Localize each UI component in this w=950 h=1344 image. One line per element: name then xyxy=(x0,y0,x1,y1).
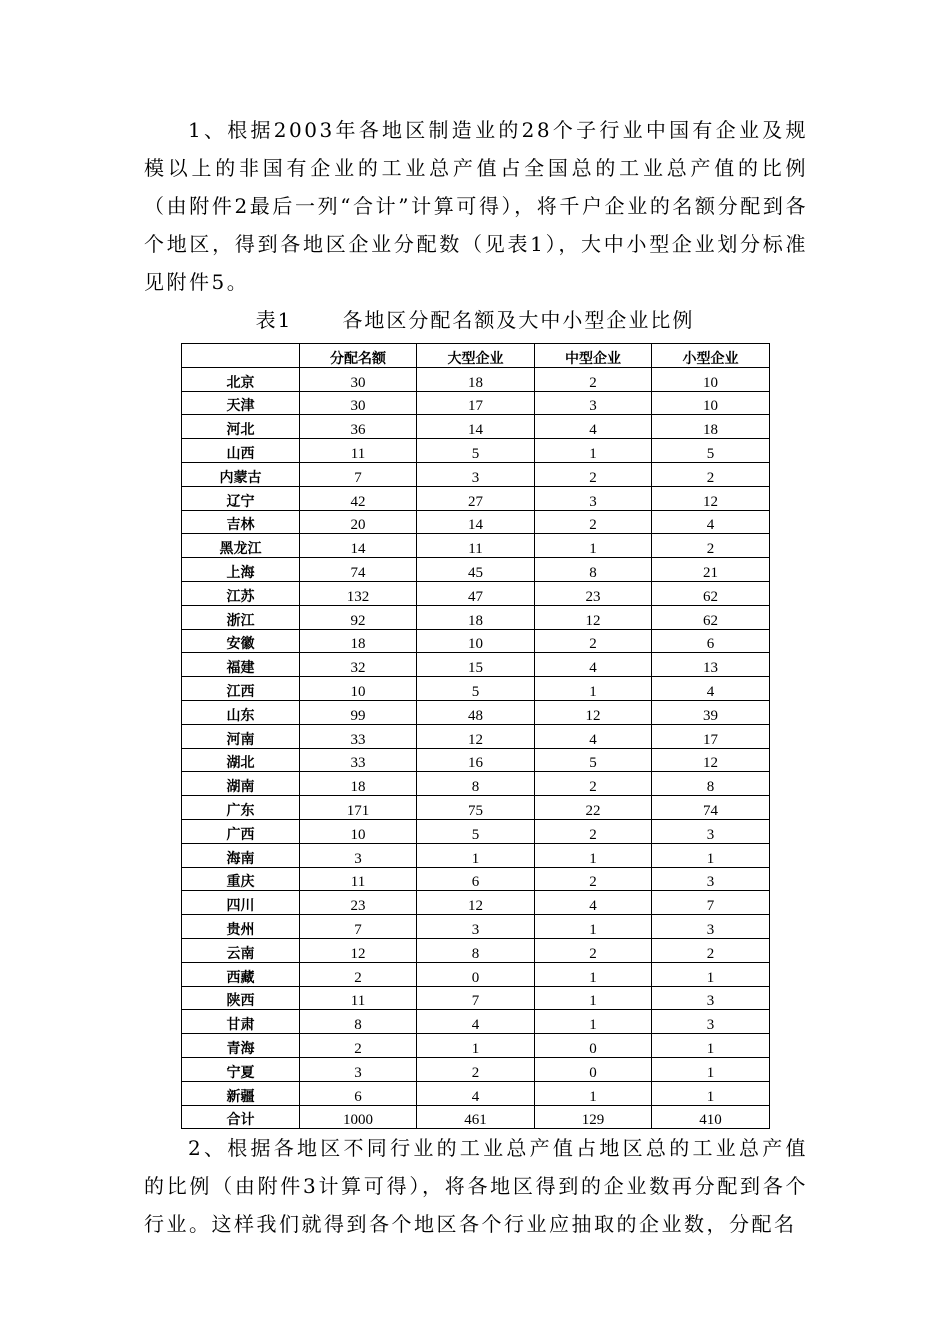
table-row xyxy=(182,962,770,986)
quota-cell: 2 xyxy=(300,1034,417,1058)
medium-cell: 2 xyxy=(535,367,652,391)
table-row xyxy=(182,1010,770,1034)
small-cell: 17 xyxy=(652,724,770,748)
medium-cell: 2 xyxy=(535,510,652,534)
table-row xyxy=(182,915,770,939)
large-cell: 18 xyxy=(417,367,535,391)
region-cell: 陕西 xyxy=(182,986,300,1010)
table-row xyxy=(182,534,770,558)
table-row xyxy=(182,748,770,772)
large-cell: 8 xyxy=(417,772,535,796)
table-caption-label: 表1 xyxy=(255,308,293,332)
table-row xyxy=(182,653,770,677)
region-cell: 海南 xyxy=(182,843,300,867)
medium-cell: 1 xyxy=(535,915,652,939)
table-caption xyxy=(0,304,950,333)
quota-cell: 12 xyxy=(300,938,417,962)
table-row xyxy=(182,510,770,534)
medium-cell: 1 xyxy=(535,1081,652,1105)
quota-cell: 171 xyxy=(300,796,417,820)
large-cell: 12 xyxy=(417,724,535,748)
small-cell: 1 xyxy=(652,1057,770,1081)
quota-cell: 10 xyxy=(300,819,417,843)
region-cell: 河南 xyxy=(182,724,300,748)
table-row xyxy=(182,772,770,796)
region-cell: 新疆 xyxy=(182,1081,300,1105)
small-cell: 2 xyxy=(652,534,770,558)
quota-cell: 33 xyxy=(300,748,417,772)
table-row xyxy=(182,819,770,843)
quota-cell: 6 xyxy=(300,1081,417,1105)
quota-cell: 8 xyxy=(300,1010,417,1034)
large-cell: 47 xyxy=(417,581,535,605)
region-cell: 内蒙古 xyxy=(182,462,300,486)
quota-cell: 33 xyxy=(300,724,417,748)
small-cell: 3 xyxy=(652,1010,770,1034)
small-cell: 3 xyxy=(652,819,770,843)
small-cell: 410 xyxy=(652,1105,770,1129)
region-cell: 西藏 xyxy=(182,962,300,986)
table-row xyxy=(182,986,770,1010)
quota-cell: 20 xyxy=(300,510,417,534)
table-row xyxy=(182,462,770,486)
large-cell: 45 xyxy=(417,558,535,582)
small-cell: 10 xyxy=(652,367,770,391)
small-cell: 1 xyxy=(652,843,770,867)
header-cell-small: 小型企业 xyxy=(652,344,770,368)
quota-cell: 23 xyxy=(300,891,417,915)
quota-cell: 1000 xyxy=(300,1105,417,1129)
medium-cell: 12 xyxy=(535,605,652,629)
large-cell: 14 xyxy=(417,415,535,439)
quota-cell: 36 xyxy=(300,415,417,439)
region-cell: 江西 xyxy=(182,677,300,701)
small-cell: 13 xyxy=(652,653,770,677)
region-cell: 上海 xyxy=(182,558,300,582)
table-row xyxy=(182,1105,770,1129)
small-cell: 4 xyxy=(652,510,770,534)
medium-cell: 1 xyxy=(535,534,652,558)
small-cell: 39 xyxy=(652,700,770,724)
large-cell: 27 xyxy=(417,486,535,510)
large-cell: 1 xyxy=(417,843,535,867)
allocation-table xyxy=(181,343,770,1129)
quota-cell: 11 xyxy=(300,439,417,463)
region-cell: 河北 xyxy=(182,415,300,439)
large-cell: 75 xyxy=(417,796,535,820)
table-row xyxy=(182,1057,770,1081)
quota-cell: 3 xyxy=(300,843,417,867)
quota-cell: 99 xyxy=(300,700,417,724)
quota-cell: 7 xyxy=(300,915,417,939)
quota-cell: 42 xyxy=(300,486,417,510)
small-cell: 3 xyxy=(652,986,770,1010)
small-cell: 62 xyxy=(652,605,770,629)
medium-cell: 23 xyxy=(535,581,652,605)
table-row xyxy=(182,415,770,439)
small-cell: 8 xyxy=(652,772,770,796)
medium-cell: 22 xyxy=(535,796,652,820)
medium-cell: 2 xyxy=(535,819,652,843)
region-cell: 贵州 xyxy=(182,915,300,939)
region-cell: 四川 xyxy=(182,891,300,915)
table-row xyxy=(182,391,770,415)
table-row xyxy=(182,677,770,701)
region-cell: 福建 xyxy=(182,653,300,677)
header-cell-medium: 中型企业 xyxy=(535,344,652,368)
quota-cell: 11 xyxy=(300,867,417,891)
table-row xyxy=(182,724,770,748)
large-cell: 5 xyxy=(417,677,535,701)
medium-cell: 2 xyxy=(535,772,652,796)
large-cell: 1 xyxy=(417,1034,535,1058)
table-row xyxy=(182,1034,770,1058)
small-cell: 1 xyxy=(652,1034,770,1058)
table-row xyxy=(182,700,770,724)
large-cell: 12 xyxy=(417,891,535,915)
table-row xyxy=(182,796,770,820)
region-cell: 宁夏 xyxy=(182,1057,300,1081)
table-row xyxy=(182,938,770,962)
medium-cell: 1 xyxy=(535,986,652,1010)
large-cell: 7 xyxy=(417,986,535,1010)
header-cell-quota: 分配名额 xyxy=(300,344,417,368)
region-cell: 广西 xyxy=(182,819,300,843)
region-cell: 黑龙江 xyxy=(182,534,300,558)
region-cell: 云南 xyxy=(182,938,300,962)
region-cell: 湖北 xyxy=(182,748,300,772)
large-cell: 5 xyxy=(417,439,535,463)
medium-cell: 2 xyxy=(535,462,652,486)
table-row xyxy=(182,867,770,891)
large-cell: 461 xyxy=(417,1105,535,1129)
region-cell: 重庆 xyxy=(182,867,300,891)
paragraph-2: 2、根据各地区不同行业的工业总产值占地区总的工业总产值的比例（由附件3计算可得），将各地区得到的企业数再分配到各个行业。这样我们就得到各个地区各个行业应抽取的企业数，分配名 xyxy=(144,1136,808,1236)
table-row xyxy=(182,891,770,915)
small-cell: 2 xyxy=(652,462,770,486)
large-cell: 18 xyxy=(417,605,535,629)
header-cell-region xyxy=(182,344,300,368)
table-row xyxy=(182,558,770,582)
medium-cell: 129 xyxy=(535,1105,652,1129)
small-cell: 5 xyxy=(652,439,770,463)
medium-cell: 0 xyxy=(535,1057,652,1081)
small-cell: 2 xyxy=(652,938,770,962)
region-cell: 浙江 xyxy=(182,605,300,629)
small-cell: 7 xyxy=(652,891,770,915)
table-row xyxy=(182,367,770,391)
region-cell: 安徽 xyxy=(182,629,300,653)
medium-cell: 1 xyxy=(535,439,652,463)
medium-cell: 3 xyxy=(535,486,652,510)
quota-cell: 18 xyxy=(300,772,417,796)
small-cell: 18 xyxy=(652,415,770,439)
small-cell: 1 xyxy=(652,962,770,986)
quota-cell: 2 xyxy=(300,962,417,986)
quota-cell: 132 xyxy=(300,581,417,605)
medium-cell: 0 xyxy=(535,1034,652,1058)
region-cell: 北京 xyxy=(182,367,300,391)
large-cell: 5 xyxy=(417,819,535,843)
large-cell: 3 xyxy=(417,915,535,939)
medium-cell: 4 xyxy=(535,415,652,439)
large-cell: 8 xyxy=(417,938,535,962)
medium-cell: 12 xyxy=(535,700,652,724)
medium-cell: 2 xyxy=(535,938,652,962)
quota-cell: 3 xyxy=(300,1057,417,1081)
small-cell: 3 xyxy=(652,867,770,891)
large-cell: 0 xyxy=(417,962,535,986)
small-cell: 3 xyxy=(652,915,770,939)
table-row xyxy=(182,1081,770,1105)
table-row xyxy=(182,605,770,629)
large-cell: 2 xyxy=(417,1057,535,1081)
region-cell: 江苏 xyxy=(182,581,300,605)
quota-cell: 92 xyxy=(300,605,417,629)
table-header-row xyxy=(182,344,770,368)
quota-cell: 30 xyxy=(300,367,417,391)
table-caption-title: 各地区分配名额及大中小型企业比例 xyxy=(342,308,695,332)
large-cell: 10 xyxy=(417,629,535,653)
large-cell: 6 xyxy=(417,867,535,891)
medium-cell: 2 xyxy=(535,867,652,891)
large-cell: 16 xyxy=(417,748,535,772)
medium-cell: 4 xyxy=(535,653,652,677)
medium-cell: 3 xyxy=(535,391,652,415)
quota-cell: 7 xyxy=(300,462,417,486)
small-cell: 10 xyxy=(652,391,770,415)
quota-cell: 30 xyxy=(300,391,417,415)
table-row xyxy=(182,843,770,867)
large-cell: 11 xyxy=(417,534,535,558)
small-cell: 1 xyxy=(652,1081,770,1105)
region-cell: 天津 xyxy=(182,391,300,415)
large-cell: 48 xyxy=(417,700,535,724)
region-cell: 吉林 xyxy=(182,510,300,534)
region-cell: 辽宁 xyxy=(182,486,300,510)
small-cell: 62 xyxy=(652,581,770,605)
region-cell: 青海 xyxy=(182,1034,300,1058)
large-cell: 15 xyxy=(417,653,535,677)
region-cell: 湖南 xyxy=(182,772,300,796)
quota-cell: 10 xyxy=(300,677,417,701)
small-cell: 74 xyxy=(652,796,770,820)
table-body xyxy=(182,367,770,1129)
medium-cell: 1 xyxy=(535,677,652,701)
paragraph-1: 1、根据2003年各地区制造业的28个子行业中国有企业及规模以上的非国有企业的工业总产值占全国总的工业总产值的比例（由附件2最后一列“合计”计算可得），将千户企业的名额分配到各个地区，得到各地区企业分配数（见表1），大中小型企业划分标准见附件5。 xyxy=(144,118,808,294)
medium-cell: 1 xyxy=(535,1010,652,1034)
region-cell: 甘肃 xyxy=(182,1010,300,1034)
medium-cell: 4 xyxy=(535,724,652,748)
small-cell: 21 xyxy=(652,558,770,582)
medium-cell: 2 xyxy=(535,629,652,653)
large-cell: 17 xyxy=(417,391,535,415)
large-cell: 4 xyxy=(417,1010,535,1034)
table-row xyxy=(182,486,770,510)
small-cell: 12 xyxy=(652,748,770,772)
medium-cell: 5 xyxy=(535,748,652,772)
quota-cell: 32 xyxy=(300,653,417,677)
region-cell: 山西 xyxy=(182,439,300,463)
region-cell: 山东 xyxy=(182,700,300,724)
quota-cell: 74 xyxy=(300,558,417,582)
large-cell: 4 xyxy=(417,1081,535,1105)
quota-cell: 11 xyxy=(300,986,417,1010)
medium-cell: 1 xyxy=(535,962,652,986)
table-row xyxy=(182,629,770,653)
region-cell: 广东 xyxy=(182,796,300,820)
table-row xyxy=(182,581,770,605)
table-row xyxy=(182,439,770,463)
medium-cell: 8 xyxy=(535,558,652,582)
small-cell: 12 xyxy=(652,486,770,510)
quota-cell: 14 xyxy=(300,534,417,558)
large-cell: 3 xyxy=(417,462,535,486)
medium-cell: 4 xyxy=(535,891,652,915)
medium-cell: 1 xyxy=(535,843,652,867)
small-cell: 6 xyxy=(652,629,770,653)
large-cell: 14 xyxy=(417,510,535,534)
small-cell: 4 xyxy=(652,677,770,701)
header-cell-large: 大型企业 xyxy=(417,344,535,368)
quota-cell: 18 xyxy=(300,629,417,653)
region-cell: 合计 xyxy=(182,1105,300,1129)
